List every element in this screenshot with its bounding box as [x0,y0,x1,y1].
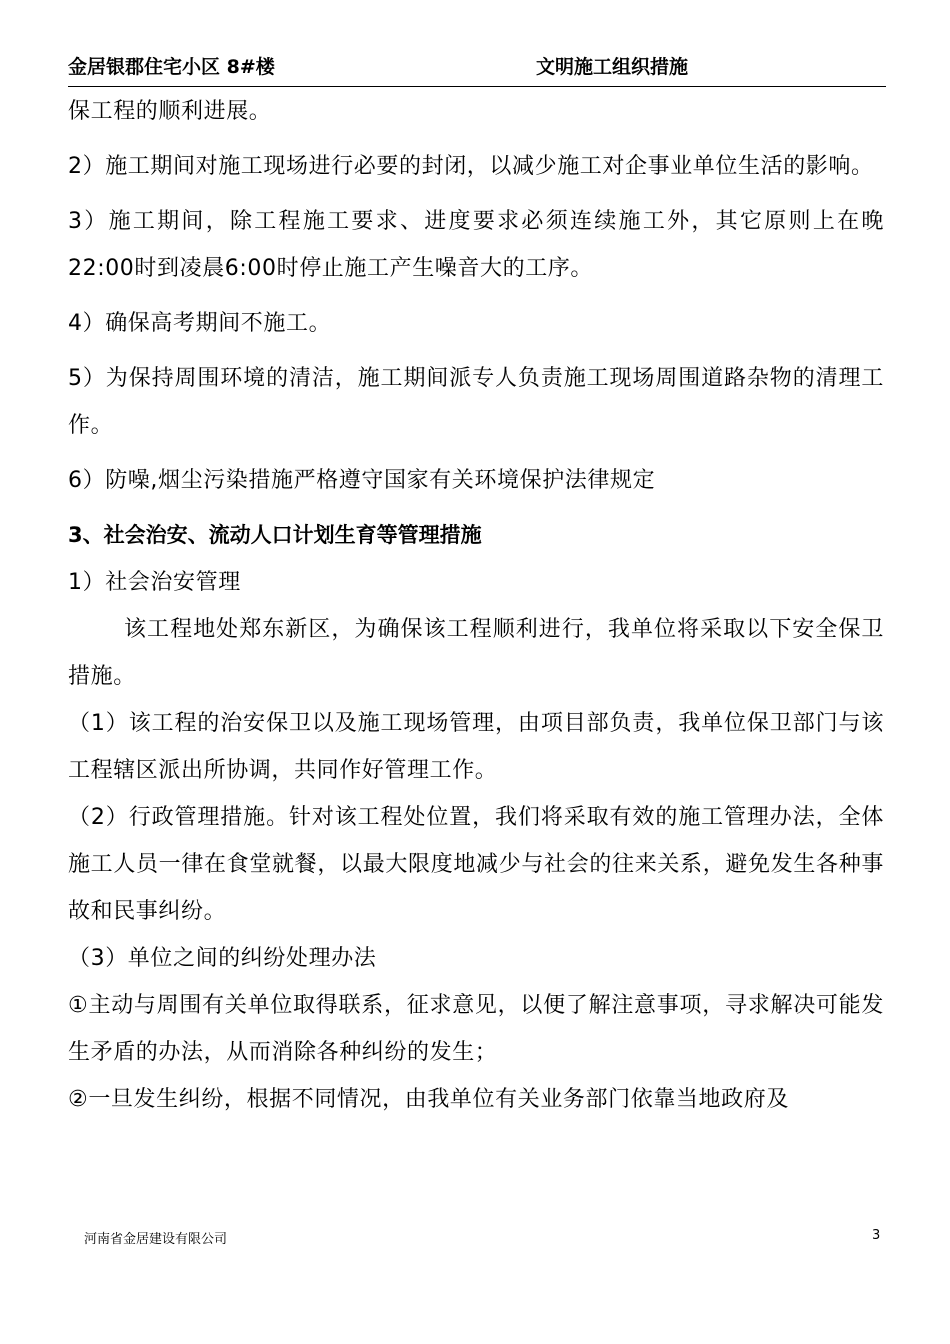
paragraph-item-5: 5）为保持周围环境的清洁，施工期间派专人负责施工现场周围道路杂物的清理工作。 [68,366,884,438]
paragraph-item-3: 3）施工期间，除工程施工要求、进度要求必须连续施工外，其它原则上在晚22:00时到凌晨6:00时停止施工产生噪音大的工序。 [68,209,884,281]
paragraph-circled-1: ①主动与周围有关单位取得联系，征求意见，以便了解注意事项，寻求解决可能发生矛盾的办法，从而消除各种纠纷的发生； [68,993,884,1065]
paragraph-item-6: 6）防噪,烟尘污染措施严格遵守国家有关环境保护法律规定 [68,468,656,493]
header-divider [68,86,886,87]
paragraph-intro: 该工程地处郑东新区，为确保该工程顺利进行，我单位将采取以下安全保卫措施。 [68,617,884,689]
page-header [68,52,886,82]
footer-company: 河南省金居建设有限公司 [84,1232,228,1247]
page-number: 3 [872,1228,881,1243]
paragraph-item-4: 4）确保高考期间不施工。 [68,311,332,336]
paragraph-sub-3: （3）单位之间的纠纷处理办法 [68,946,377,971]
paragraph-sub-1: （1）该工程的治安保卫以及施工现场管理，由项目部负责，我单位保卫部门与该工程辖区派出所协调，共同作好管理工作。 [68,711,884,783]
paragraph-continuation: 保工程的顺利进展。 [68,99,272,124]
paragraph-sub-2: （2）行政管理措施。针对该工程处位置，我们将采取有效的施工管理办法，全体施工人员一律在食堂就餐，以最大限度地减少与社会的往来关系，避免发生各种事故和民事纠纷。 [68,805,884,924]
document-body [68,88,884,1123]
paragraph-item-2: 2）施工期间对施工现场进行必要的封闭，以减少施工对企事业单位生活的影响。 [68,154,874,179]
subsection-title: 1）社会治安管理 [68,570,241,595]
header-project-name: 金居银郡住宅小区 8#楼 [68,56,275,78]
section-heading: 3、社会治安、流动人口计划生育等管理措施 [68,523,482,547]
paragraph-circled-2: ②一旦发生纠纷，根据不同情况，由我单位有关业务部门依靠当地政府及 [68,1087,789,1112]
header-section-title: 文明施工组织措施 [536,56,689,78]
